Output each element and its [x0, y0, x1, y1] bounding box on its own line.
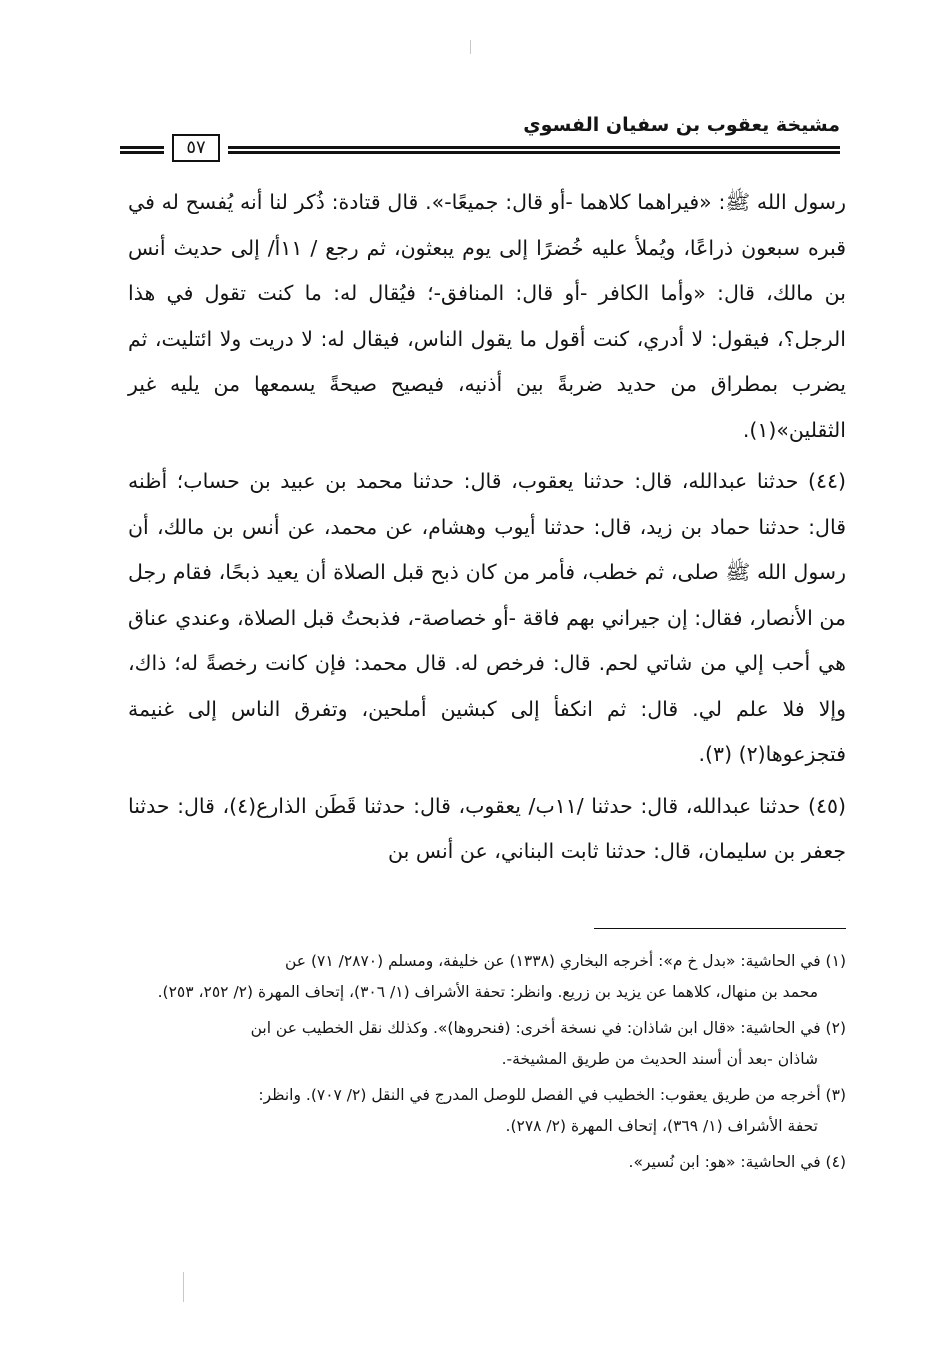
- page-number: ٥٧: [172, 134, 220, 162]
- scan-mark-bottom: [183, 1272, 184, 1302]
- main-text: [128, 180, 846, 875]
- footnotes: [128, 946, 846, 1184]
- footnote-2-text: (٢) في الحاشية: «قال ابن شاذان: في نسخة أخرى: (فنحروها)». وكذلك نقل الخطيب عن ابن: [250, 1019, 846, 1037]
- footnote-divider: [594, 928, 846, 929]
- footnote-3-text: (٣) أخرجه من طريق يعقوب: الخطيب في الفصل للوصل المدرج في النقل (٢/ ٧٠٧). وانظر:: [258, 1086, 846, 1104]
- hadith-44: (٤٤) حدثنا عبدالله، قال: حدثنا يعقوب، قال: حدثنا محمد بن عبيد بن حساب؛ أظنه قال: حدثنا حماد بن زيد، قال: حدثنا أيوب وهشام، عن محمد، عن أنس بن مالك، أن رسول الله ﷺ صلى، ثم خطب، فأمر من كان ذبح قبل الصلاة أن يعيد ذبحًا، فقام رجل من الأنصار، فقال: إن جيراني بهم فاقة -أو خصاصة-، فذبحتُ قبل الصلاة، وعندي عناق هي أحب إلي من شاتي لحم. قال: فرخص له. قال محمد: فإن كانت رخصةً له؛ ذاك، وإلا فلا علم لي. قال: ثم انكفأ إلى كبشين أملحين، وتفرق الناس إلى غنيمة فتجزعوها(٢) (٣).: [128, 469, 846, 766]
- header-rule: [228, 146, 840, 154]
- footnote-1-cont: محمد بن منهال، كلاهما عن يزيد بن زريع. وانظر: تحفة الأشراف (١/ ٣٠٦)، إتحاف المهرة (٢/ ٢٥٢، ٢٥٣).: [157, 982, 818, 1001]
- page-header: [120, 108, 840, 168]
- footnote-2-cont: شاذان -بعد أن أسند الحديث من طريق المشيخة-.: [501, 1049, 818, 1068]
- footnote-1: [128, 946, 846, 1007]
- header-rule-left: [120, 146, 164, 154]
- footnote-4-text: (٤) في الحاشية: «هو: ابن نُسير».: [628, 1153, 846, 1171]
- footnote-3: [128, 1080, 846, 1141]
- footnote-2: [128, 1013, 846, 1074]
- hadith-45: (٤٥) حدثنا عبدالله، قال: حدثنا /١١ب/ يعقوب، قال: حدثنا قَطَن الذارع(٤)، قال: حدثنا جعفر بن سليمان، قال: حدثنا ثابت البناني، عن أنس بن: [128, 793, 846, 863]
- book-title: مشيخة يعقوب بن سفيان الفسوي: [523, 114, 840, 136]
- footnote-4: [128, 1147, 846, 1178]
- footnote-3-cont: تحفة الأشراف (١/ ٣٦٩)، إتحاف المهرة (٢/ ٢٧٨).: [505, 1116, 818, 1135]
- footnote-1-text: (١) في الحاشية: «بدل خ م»: أخرجه البخاري (١٣٣٨) عن خليفة، ومسلم (٢٨٧٠/ ٧١) عن: [284, 952, 846, 970]
- scan-mark-top: [470, 40, 471, 54]
- paragraph-continuation: رسول الله ﷺ: «فيراهما كلاهما -أو قال: جميعًا-». قال قتادة: ذُكر لنا أنه يُفسح له في قبره سبعون ذراعًا، ويُملأ عليه خُضرًا إلى يوم يبعثون، ثم رجع / ١١أ/ إلى حديث أنس بن مالك، قال: «وأما الكافر -أو قال: المنافق-؛ فيُقال له: ما كنت تقول في هذا الرجل؟، فيقول: لا أدري، كنت أقول ما يقول الناس، فيقال له: لا دريت ولا ائتليت، ثم يضرب بمطراق من حديد ضربةً بين أذنيه، فيصيح صيحةً يسمعها من يليه غير الثقلين»(١).: [128, 190, 846, 442]
